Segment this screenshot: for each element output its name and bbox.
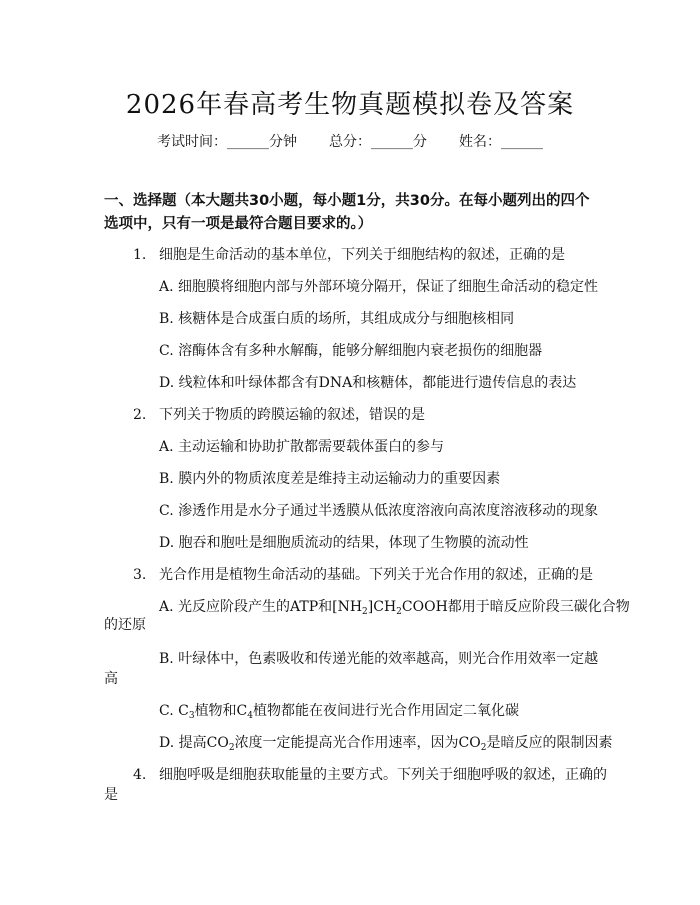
subscript: 2	[396, 607, 402, 617]
subscript: 3	[188, 711, 195, 721]
time-label: 考试时间：	[157, 134, 227, 150]
question-3-option-b-continued: 高	[104, 671, 118, 687]
section-heading: 一、选择题（本大题共30小题，每小题1分，共30分。在每小题列出的四个选项中，只有一项是最符合题目要求的。）	[104, 193, 590, 232]
question-number: 3.	[133, 567, 147, 583]
question-1-option-b: B. 核糖体是合成蛋白质的场所，其组成成分与细胞核相同	[159, 311, 515, 327]
question-text: 细胞是生命活动的基本单位，下列关于细胞结构的叙述，正确的是	[159, 247, 565, 263]
name-blank: ______	[501, 134, 543, 150]
question-1-option-c: C. 溶酶体含有多种水解酶，能够分解细胞内衰老损伤的细胞器	[159, 343, 543, 359]
question-text: 细胞呼吸是细胞获取能量的主要方式。下列关于细胞呼吸的叙述，正确的	[159, 767, 607, 783]
question-number: 2.	[133, 407, 147, 423]
time-blank: ______	[227, 134, 269, 150]
question-3-option-d: D. 提高$CO_2$浓度一定能提高光合作用速率，因为$CO_2$是暗反应的限制因素	[159, 735, 613, 753]
question-4-stem-continued: 是	[104, 787, 118, 803]
subscript: 2	[480, 743, 487, 753]
subscript: 2	[228, 743, 235, 753]
question-1-option-a: A. 细胞膜将细胞内部与外部环境分隔开，保证了细胞生命活动的稳定性	[159, 279, 599, 295]
score-label: 总分：	[329, 134, 371, 150]
subscript: 4	[247, 711, 254, 721]
question-text: 光合作用是植物生命活动的基础。下列关于光合作用的叙述，正确的是	[159, 567, 593, 583]
question-number: 1.	[133, 247, 147, 263]
exam-meta	[0, 131, 700, 151]
subscript: 2	[362, 607, 368, 617]
question-2-option-a: A. 主动运输和协助扩散都需要载体蛋白的参与	[159, 439, 445, 455]
question-2-stem	[133, 404, 425, 424]
question-2-option-d: D. 胞吞和胞吐是细胞质流动的结果，体现了生物膜的流动性	[159, 535, 529, 551]
question-2-option-b: B. 膜内外的物质浓度差是维持主动运输动力的重要因素	[159, 471, 501, 487]
question-3-option-a-continued: 的还原	[104, 617, 146, 633]
question-3-option-a: A. 光反应阶段产生的ATP和$[NH_2]CH_2COOH$都用于暗反应阶段三碳化合物	[159, 599, 630, 617]
score-unit: 分	[413, 134, 427, 150]
name-label: 姓名：	[459, 134, 501, 150]
question-3-option-b: B. 叶绿体中，色素吸收和传递光能的效率越高，则光合作用效率一定越	[159, 651, 599, 667]
question-2-option-c: C. 渗透作用是水分子通过半透膜从低浓度溶液向高浓度溶液移动的现象	[159, 503, 599, 519]
question-1-stem	[133, 244, 565, 264]
question-3-option-c: C. $C_3$植物和$C_4$植物都能在夜间进行光合作用固定二氧化碳	[159, 703, 520, 721]
question-4-stem	[133, 764, 607, 784]
question-1-option-d: D. 线粒体和叶绿体都含有DNA和核糖体，都能进行遗传信息的表达	[159, 375, 577, 391]
question-3-stem	[133, 564, 593, 584]
question-text: 下列关于物质的跨膜运输的叙述，错误的是	[159, 407, 425, 423]
page-title: 2026年春高考生物真题模拟卷及答案	[125, 90, 575, 120]
score-blank: ______	[371, 134, 413, 150]
time-unit: 分钟	[269, 134, 297, 150]
question-number: 4.	[133, 767, 147, 783]
